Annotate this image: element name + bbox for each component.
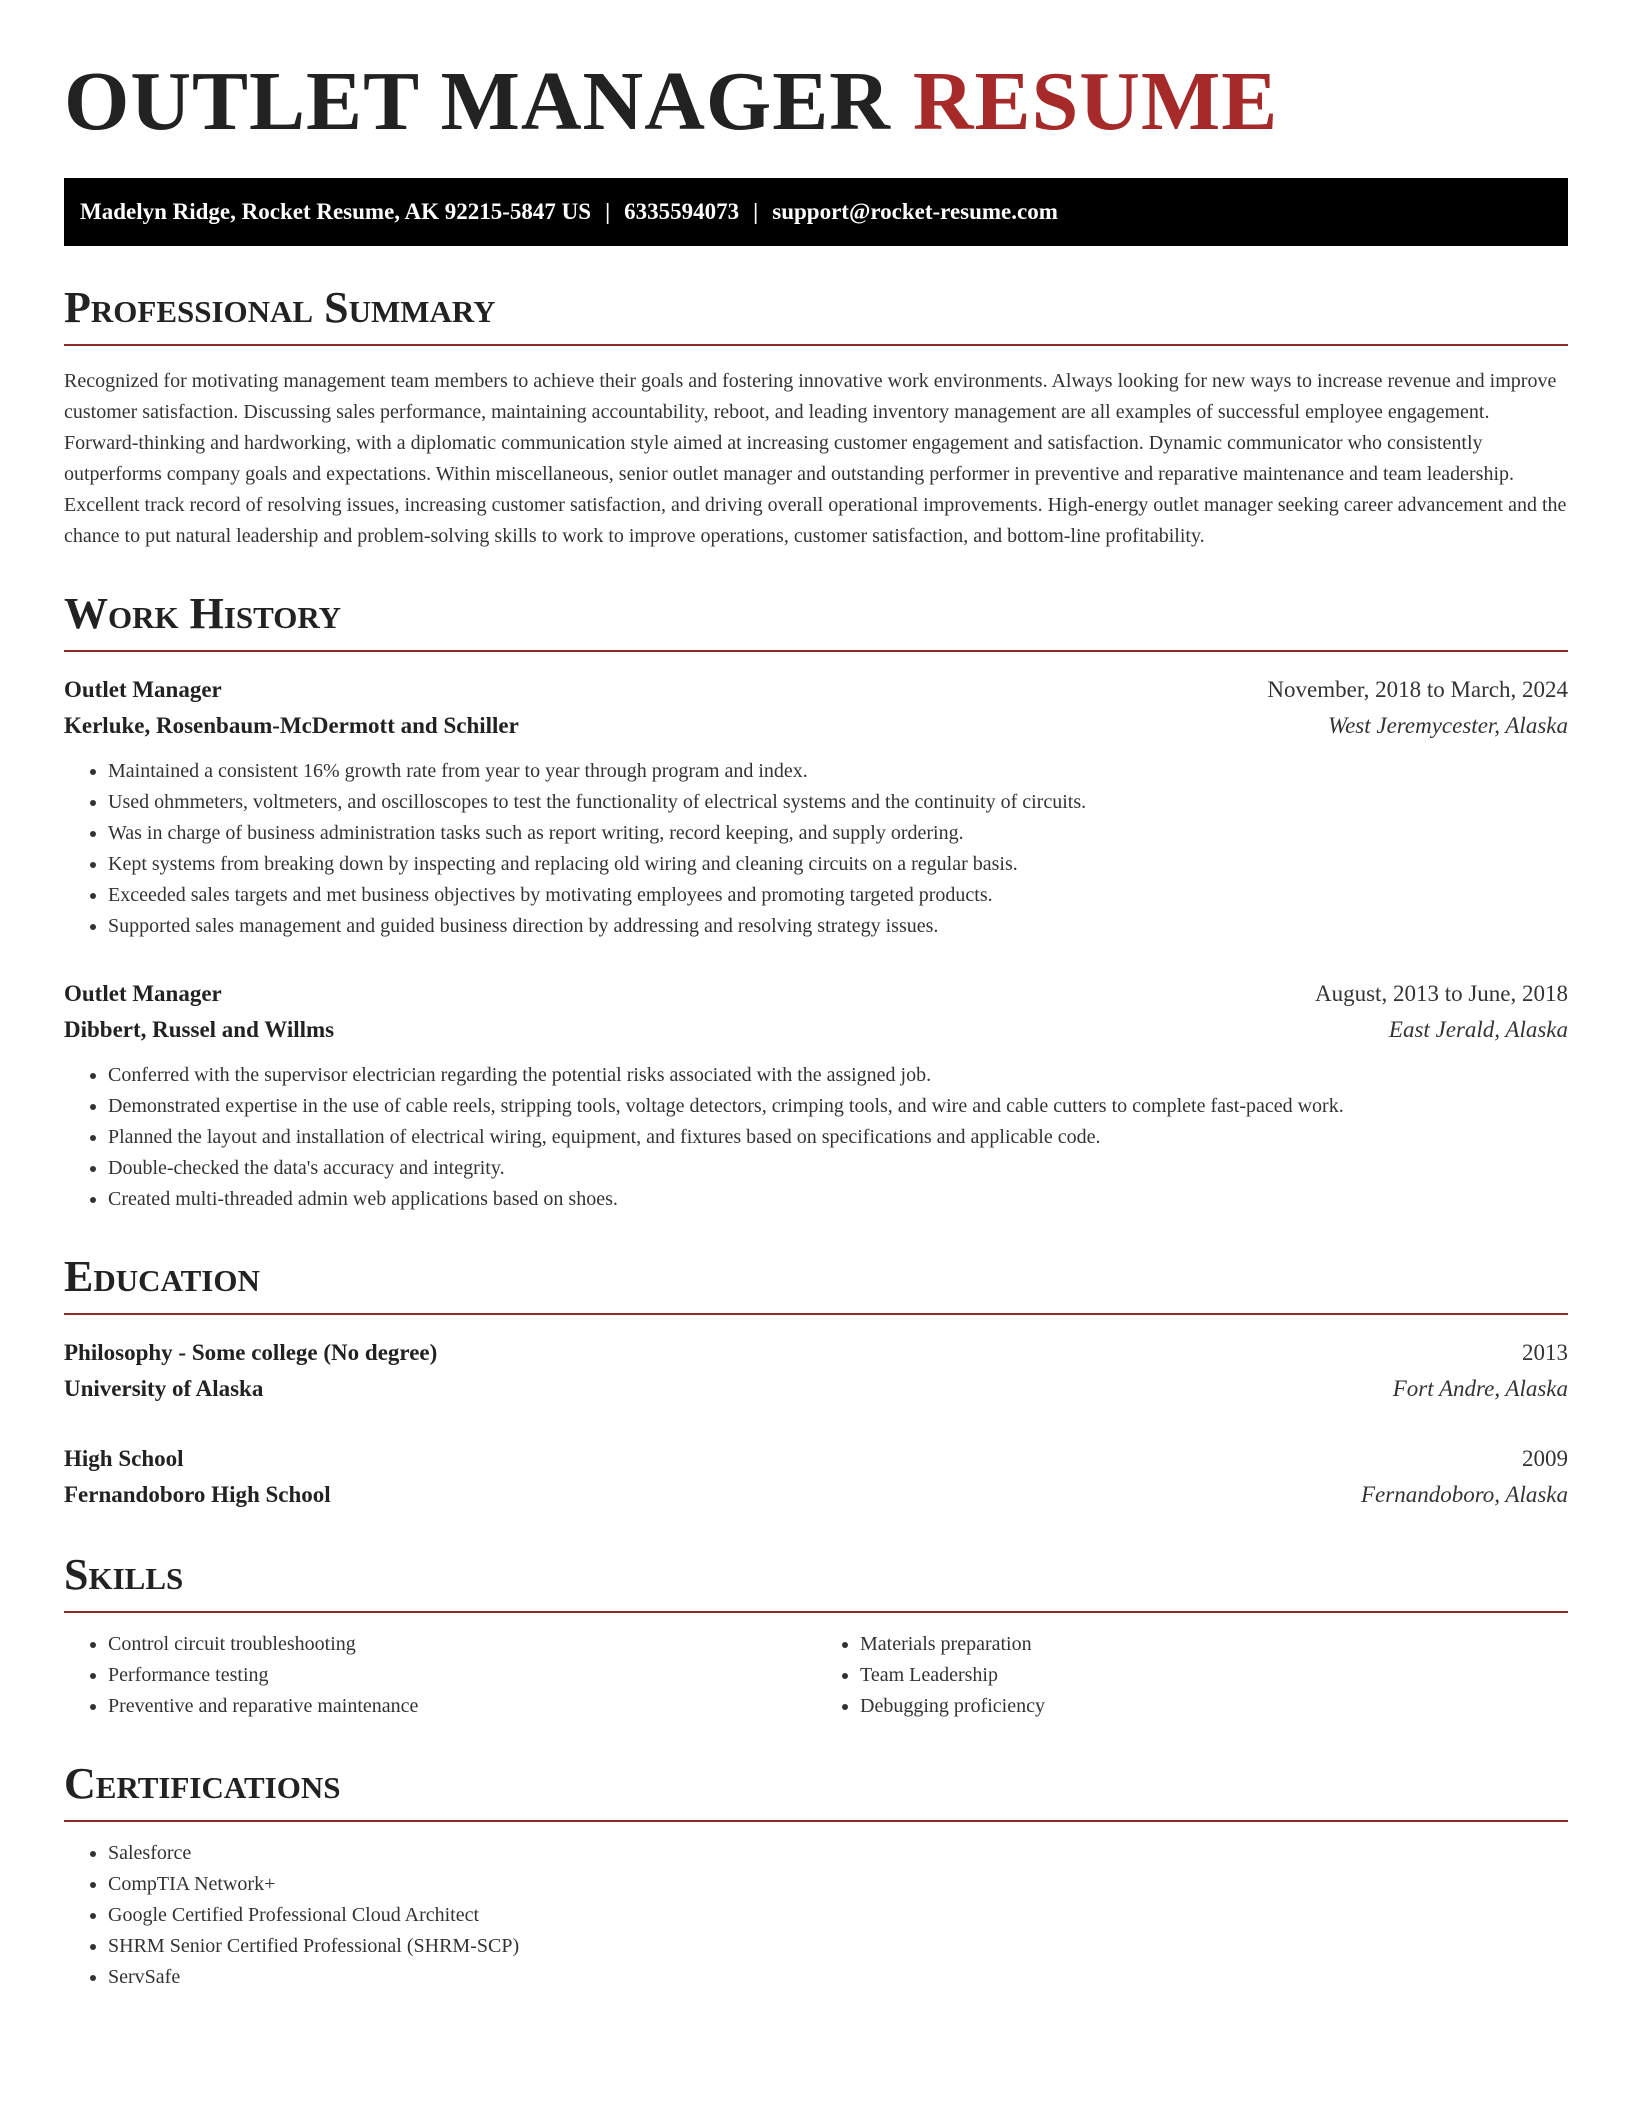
- education-year: 2009: [1522, 1446, 1568, 1471]
- contact-email: support@rocket-resume.com: [772, 199, 1058, 224]
- job-dates: August, 2013 to June, 2018: [1315, 981, 1568, 1006]
- skills-heading: Skills: [64, 1553, 1568, 1613]
- contact-phone: 6335594073: [624, 199, 740, 224]
- education-school-row: [64, 1371, 1568, 1407]
- job-bullet: • Supported sales management and guided business direction by addressing and resolving strategy issues.: [108, 911, 1568, 942]
- skill-item: • Debugging proficiency: [860, 1691, 1568, 1722]
- skill-item: • Team Leadership: [860, 1660, 1568, 1691]
- summary-heading: Professional Summary: [64, 286, 1568, 346]
- job-location: East Jerald, Alaska: [1388, 1017, 1568, 1042]
- education-degree: High School: [64, 1446, 184, 1471]
- job-title-row: [64, 976, 1568, 1012]
- education-degree-row: [64, 1441, 1568, 1477]
- education-heading: Education: [64, 1255, 1568, 1315]
- contact-bar: [64, 178, 1568, 246]
- education-school: Fernandoboro High School: [64, 1482, 331, 1507]
- education-location: Fort Andre, Alaska: [1392, 1376, 1568, 1401]
- title-accent: RESUME: [912, 55, 1279, 148]
- work-history-section: [64, 589, 1568, 1215]
- certification-item: • SHRM Senior Certified Professional (SHRM-SCP): [108, 1931, 1568, 1962]
- education-location: Fernandoboro, Alaska: [1361, 1482, 1568, 1507]
- contact-separator: |: [605, 199, 611, 224]
- job-bullet: • Exceeded sales targets and met business objectives by motivating employees and promoting targeted products.: [108, 880, 1568, 911]
- job-company-row: [64, 708, 1568, 744]
- certification-item: • CompTIA Network+: [108, 1869, 1568, 1900]
- job-bullet: • Planned the layout and installation of electrical wiring, equipment, and fixtures based on specifications and applicable code.: [108, 1122, 1568, 1153]
- job-dates: November, 2018 to March, 2024: [1267, 677, 1568, 702]
- education-entry: [64, 1335, 1568, 1407]
- skills-grid: [64, 1629, 1568, 1722]
- skill-item: • Performance testing: [108, 1660, 816, 1691]
- skills-list-right: [816, 1629, 1568, 1722]
- resume-title: [64, 55, 1568, 148]
- job-company: Dibbert, Russel and Willms: [64, 1017, 335, 1042]
- education-school: University of Alaska: [64, 1376, 264, 1401]
- skill-item: • Control circuit troubleshooting: [108, 1629, 816, 1660]
- title-main: OUTLET MANAGER: [64, 55, 891, 148]
- job-title: Outlet Manager: [64, 981, 222, 1006]
- skills-list-left: [64, 1629, 816, 1722]
- education-year: 2013: [1522, 1340, 1568, 1365]
- contact-separator: |: [753, 199, 759, 224]
- certification-item: • Salesforce: [108, 1838, 1568, 1869]
- education-entry: [64, 1441, 1568, 1513]
- job-bullet: • Conferred with the supervisor electrician regarding the potential risks associated with the assigned job.: [108, 1060, 1568, 1091]
- education-degree-row: [64, 1335, 1568, 1371]
- job-bullet: • Double-checked the data's accuracy and integrity.: [108, 1153, 1568, 1184]
- job-company: Kerluke, Rosenbaum-McDermott and Schiller: [64, 713, 519, 738]
- job-bullets: [64, 756, 1568, 942]
- job-bullet: • Kept systems from breaking down by inspecting and replacing old wiring and cleaning circuits on a regular basis.: [108, 849, 1568, 880]
- job-entry: [64, 672, 1568, 942]
- skill-item: • Materials preparation: [860, 1629, 1568, 1660]
- job-company-row: [64, 1012, 1568, 1048]
- skill-item: • Preventive and reparative maintenance: [108, 1691, 816, 1722]
- education-school-row: [64, 1477, 1568, 1513]
- job-bullet: • Used ohmmeters, voltmeters, and oscilloscopes to test the functionality of electrical systems and the continuity of circuits.: [108, 787, 1568, 818]
- job-bullet: • Created multi-threaded admin web applications based on shoes.: [108, 1184, 1568, 1215]
- contact-address: Madelyn Ridge, Rocket Resume, AK 92215-5847 US: [80, 199, 592, 224]
- skills-section: [64, 1550, 1568, 1722]
- certification-item: • Google Certified Professional Cloud Architect: [108, 1900, 1568, 1931]
- job-location: West Jeremycester, Alaska: [1328, 713, 1568, 738]
- job-bullet: • Maintained a consistent 16% growth rate from year to year through program and index.: [108, 756, 1568, 787]
- summary-section: [64, 283, 1568, 552]
- education-degree: Philosophy - Some college (No degree): [64, 1340, 438, 1365]
- certification-item: • ServSafe: [108, 1962, 1568, 1993]
- resume-page: [64, 0, 1568, 1993]
- certifications-list: [64, 1838, 1568, 1993]
- work-history-heading: Work History: [64, 592, 1568, 652]
- education-section: [64, 1252, 1568, 1513]
- job-bullet: • Was in charge of business administration tasks such as report writing, record keeping, and supply ordering.: [108, 818, 1568, 849]
- job-title: Outlet Manager: [64, 677, 222, 702]
- job-entry: [64, 976, 1568, 1215]
- job-bullet: • Demonstrated expertise in the use of cable reels, stripping tools, voltage detectors, crimping tools, and wire and cable cutters to complete fast-paced work.: [108, 1091, 1568, 1122]
- job-bullets: [64, 1060, 1568, 1215]
- certifications-section: [64, 1759, 1568, 1993]
- job-title-row: [64, 672, 1568, 708]
- certifications-heading: Certifications: [64, 1762, 1568, 1822]
- summary-text: Recognized for motivating management team members to achieve their goals and fostering innovative work environments. Always looking for new ways to increase revenue and improve customer satisfaction. Discussing sales performance, maintaining accountability, reboot, and leading inventory management are all examples of successful employee engagement. Forward-thinking and hardworking, with a diplomatic communication style aimed at increasing customer engagement and satisfaction. Dynamic communicator who consistently outperforms company goals and expectations. Within miscellaneous, senior outlet manager and outstanding performer in preventive and reparative maintenance and team leadership. Excellent track record of resolving issues, increasing customer satisfaction, and driving overall operational improvements. High-energy outlet manager seeking career advancement and the chance to put natural leadership and problem-solving skills to work to improve operations, customer satisfaction, and bottom-line profitability.: [64, 370, 1567, 547]
